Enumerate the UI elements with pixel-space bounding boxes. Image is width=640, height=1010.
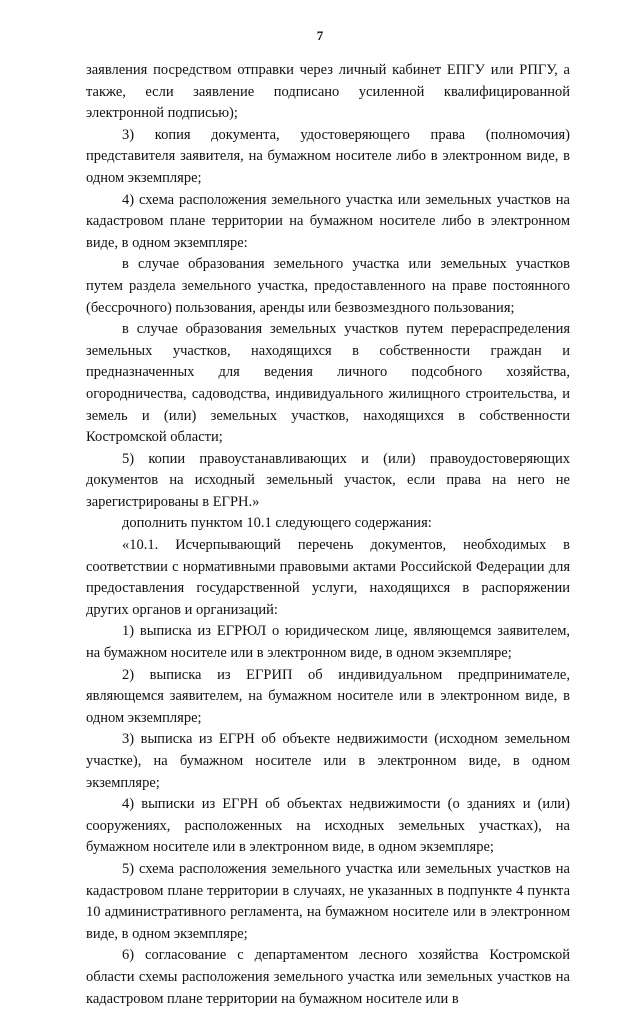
paragraph: 5) схема расположения земельного участка или земельных участков на кадастровом плане территории в случаях, не указанных в подпункте 4 пункта 10 административного регламента, на бумажном носителе или в электронном виде, в одном экземпляре; xyxy=(86,860,570,942)
paragraph: дополнить пунктом 10.1 следующего содержания: xyxy=(122,515,432,532)
page-number: 7 xyxy=(316,28,324,43)
paragraph: 5) копии правоустанавливающих и (или) правоудостоверяющих документов на исходный земельный участок, если права на него не зарегистрированы в ЕГРН.» xyxy=(86,450,570,510)
paragraph: в случае образования земельных участков путем перераспределения земельных участков, находящихся в собственности граждан и предназначенных для ведения личного подсобного хозяйства, огородничества, садоводства, индивидуального жилищного строительства, и земель и (или) земельных участков, находящихся в собственности Костромской области; xyxy=(86,321,570,446)
paragraph: 6) согласование с департаментом лесного хозяйства Костромской области схемы расположения земельного участка или земельных участков на кадастровом плане территории на бумажном носителе или в xyxy=(86,947,570,1007)
document-body xyxy=(86,60,570,1010)
paragraph: 3) копия документа, удостоверяющего права (полномочия) представителя заявителя, на бумажном носителе либо в электронном виде, в одном экземпляре; xyxy=(86,126,570,186)
paragraph: 4) выписки из ЕГРН об объектах недвижимости (о зданиях и (или) сооружениях, расположенных на исходных земельных участках), на бумажном носителе или в электронном виде, в одном экземпляре; xyxy=(86,796,570,856)
paragraph: 1) выписка из ЕГРЮЛ о юридическом лице, являющемся заявителем, на бумажном носителе или в электронном виде, в одном экземпляре; xyxy=(86,623,570,662)
paragraph: 4) схема расположения земельного участка или земельных участков на кадастровом плане территории на бумажном носителе либо в электронном виде, в одном экземпляре: xyxy=(86,191,570,251)
paragraph: заявления посредством отправки через личный кабинет ЕПГУ или РПГУ, а также, если заявление подписано усиленной квалифицированной электронной подписью); xyxy=(86,62,570,122)
paragraph: в случае образования земельного участка или земельных участков путем раздела земельного участка, предоставленного на праве постоянного (бессрочного) пользования, аренды или безвозмездного пользования; xyxy=(86,256,570,316)
paragraph: 3) выписка из ЕГРН об объекте недвижимости (исходном земельном участке), на бумажном носителе или в электронном виде, в одном экземпляре; xyxy=(86,731,570,791)
paragraph: 2) выписка из ЕГРИП об индивидуальном предпринимателе, являющемся заявителем, на бумажном носителе или в электронном виде, в одном экземпляре; xyxy=(86,666,570,726)
paragraph: «10.1. Исчерпывающий перечень документов, необходимых в соответствии с нормативными правовыми актами Российской Федерации для предоставления государственной услуги, находящихся в распоряжении других органов и организаций: xyxy=(86,537,570,618)
